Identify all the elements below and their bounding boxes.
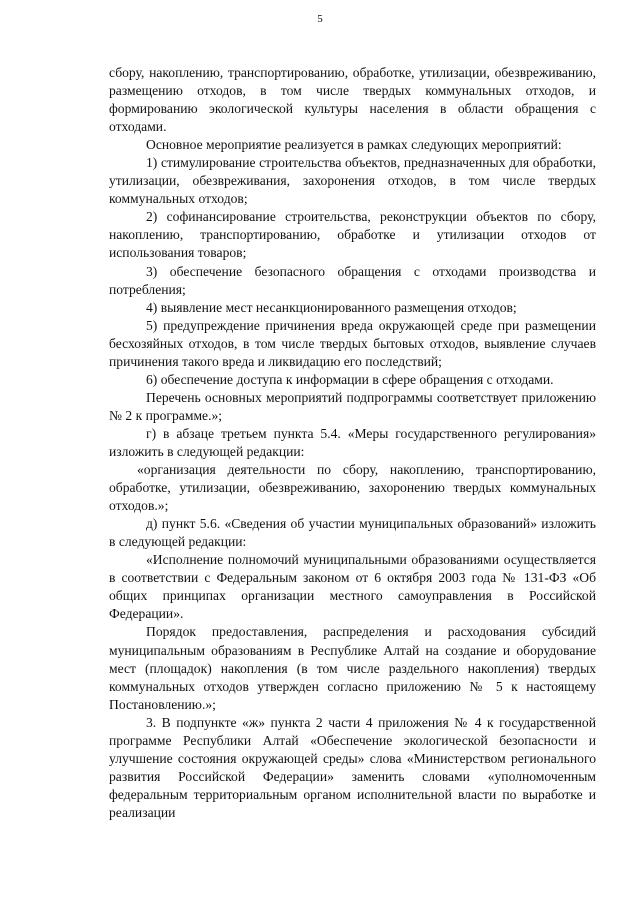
list-item: 3) обеспечение безопасного обращения с отходами производства и потребления;	[109, 263, 596, 297]
document-body	[109, 64, 596, 822]
paragraph: Порядок предоставления, распределения и расходования субсидий муниципальным образованиям в Республике Алтай на создание и оборудование мест (площадок) накопления (в том числе раздельного накопления) твердых коммунальных отходов утвержден согласно приложению № 5 к настоящему Постановлению.»;	[109, 624, 596, 712]
paragraph: Перечень основных мероприятий подпрограммы соответствует приложению № 2 к программе.»;	[109, 389, 596, 423]
paragraph: Основное мероприятие реализуется в рамках следующих мероприятий:	[146, 137, 562, 153]
paragraph: г) в абзаце третьем пункта 5.4. «Меры государственного регулирования» изложить в следующей редакции:	[109, 425, 596, 459]
list-item: 6) обеспечение доступа к информации в сфере обращения с отходами.	[146, 371, 554, 387]
paragraph: сбору, накоплению, транспортированию, обработке, утилизации, обезвреживанию, размещению отходов, в том числе твердых коммунальных отходов, и формированию экологической культуры населения в области обращения с отходами.	[109, 65, 596, 135]
list-item: 5) предупреждение причинения вреда окружающей среде при размещении бесхозяйных отходов, в том числе твердых бытовых отходов, выявление случаев причинения такого вреда и ликвидацию его последствий;	[109, 317, 596, 369]
list-item: 4) выявление мест несанкционированного размещения отходов;	[146, 299, 517, 315]
page-number: 5	[317, 13, 323, 25]
quoted-paragraph: «организация деятельности по сбору, накоплению, транспортированию, обработке, утилизации, обезвреживанию, захоронению твердых коммунальных отходов.»;	[109, 462, 596, 514]
paragraph: д) пункт 5.6. «Сведения об участии муниципальных образований» изложить в следующей редакции:	[109, 516, 596, 550]
quoted-paragraph: «Исполнение полномочий муниципальными образованиями осуществляется в соответствии с Федеральным законом от 6 октября 2003 года № 131-ФЗ «Об общих принципах организации местного самоуправления в Российской Федерации».	[109, 552, 596, 622]
list-item: 1) стимулирование строительства объектов, предназначенных для обработки, утилизации, обезвреживания, захоронения отходов, в том числе твердых коммунальных отходов;	[109, 155, 596, 207]
paragraph: 3. В подпункте «ж» пункта 2 части 4 приложения № 4 к государственной программе Республики Алтай «Обеспечение экологической безопасности и улучшение состояния окружающей среды» слова «Министерством регионального развития Российской Федерации» заменить словами «уполномоченным федеральным территориальным органом исполнительной власти по выработке и реализации	[109, 714, 596, 820]
list-item: 2) софинансирование строительства, реконструкции объектов по сбору, накоплению, транспортированию, обработке и утилизации отходов от использования товаров;	[109, 209, 596, 261]
